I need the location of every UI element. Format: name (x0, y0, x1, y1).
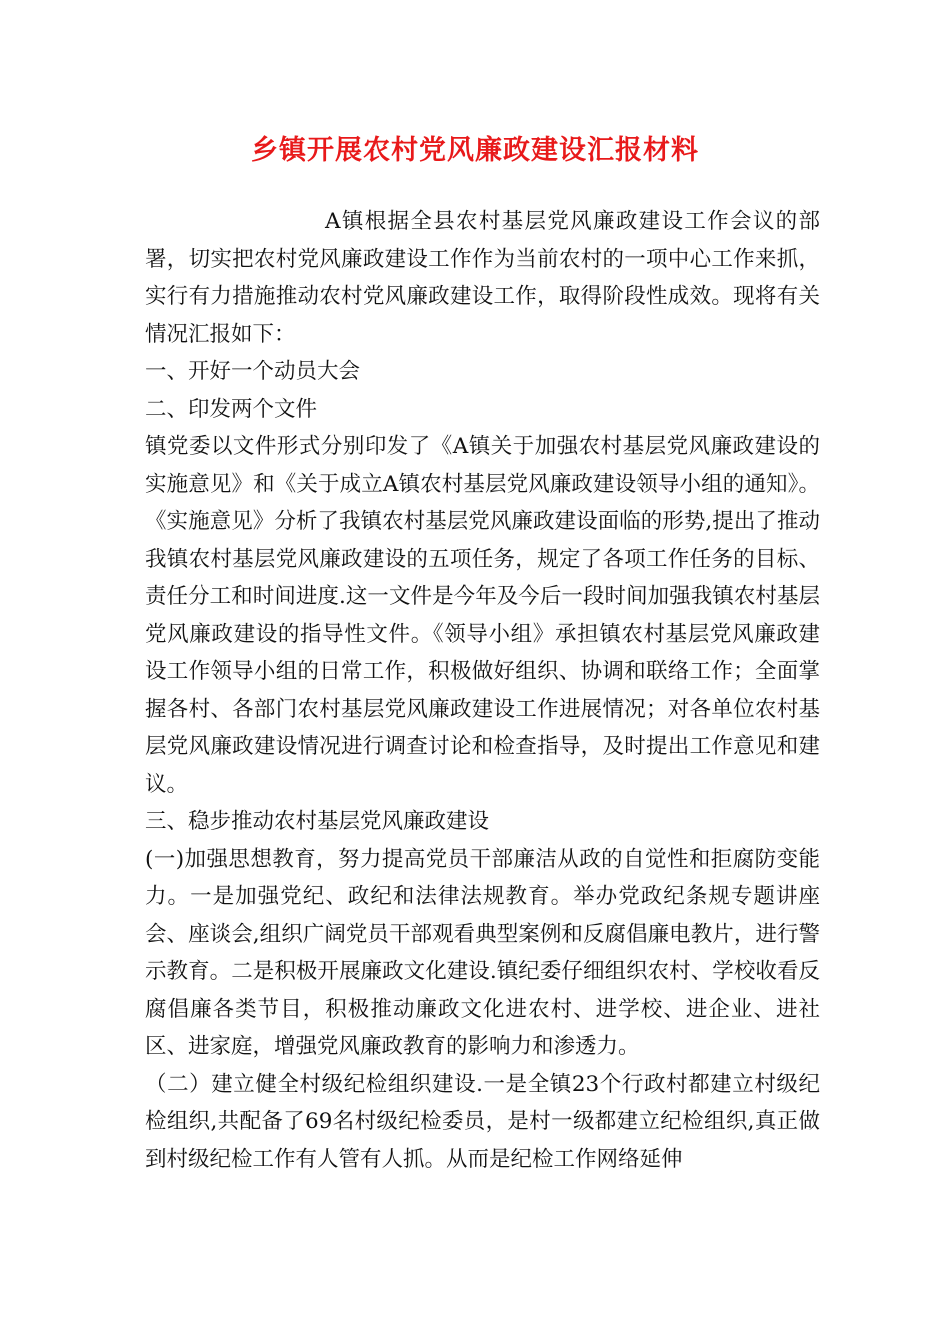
heading-section-2: 二、印发两个文件 (145, 396, 318, 422)
heading-section-1: 一、开好一个动员大会 (145, 359, 361, 384)
heading-section-3: 三、稳步推动农村基层党风廉政建设 (145, 809, 490, 834)
paragraph-intro: A镇根据全县农村基层党风廉政建设工作会议的部署，切实把农村党风廉政建设工作作为当前农村的一项中心工作来抓，实行有力措施推动农村党风廉政建设工作，取得阶段性成效。现将有关情况汇报如下： (145, 209, 820, 347)
paragraph-documents: 镇党委以文件形式分别印发了《A镇关于加强农村基层党风廉政建设的实施意见》和《关于成立A镇农村基层党风廉政建设领导小组的通知》。《实施意见》分析了我镇农村基层党风廉政建设面临的形势,提出了推动我镇农村基层党风廉政建设的五项任务，规定了各项工作任务的目标、责任分工和时间进度.这一文件是今年及今后一段时间加强我镇农村基层党风廉政建设的指导性文件。《领导小组》承担镇农村基层党风廉政建设工作领导小组的日常工作，积极做好组织、协调和联络工作；全面掌握各村、各部门农村基层党风廉政建设工作进展情况；对各单位农村基层党风廉政建设情况进行调查讨论和检查指导，及时提出工作意见和建议。 (145, 434, 820, 797)
paragraph-organization: （二）建立健全村级纪检组织建设.一是全镇23个行政村都建立村级纪检组织,共配备了69名村级纪检委员，是村一级都建立纪检组织,真正做到村级纪检工作有人管有人抓。从而是纪检工作网络延伸 (145, 1071, 820, 1172)
document-body (145, 203, 820, 1178)
paragraph-education: (一)加强思想教育，努力提高党员干部廉洁从政的自觉性和拒腐防变能力。一是加强党纪、政纪和法律法规教育。举办党政纪条规专题讲座会、座谈会,组织广阔党员干部观看典型案例和反腐倡廉电教片，进行警示教育。二是积极开展廉政文化建设.镇纪委仔细组织农村、学校收看反腐倡廉各类节目，积极推动廉政文化进农村、进学校、进企业、进社区、进家庭，增强党风廉政教育的影响力和渗透力。 (145, 846, 820, 1059)
document-title: 乡镇开展农村党风廉政建设汇报材料 (251, 135, 699, 166)
